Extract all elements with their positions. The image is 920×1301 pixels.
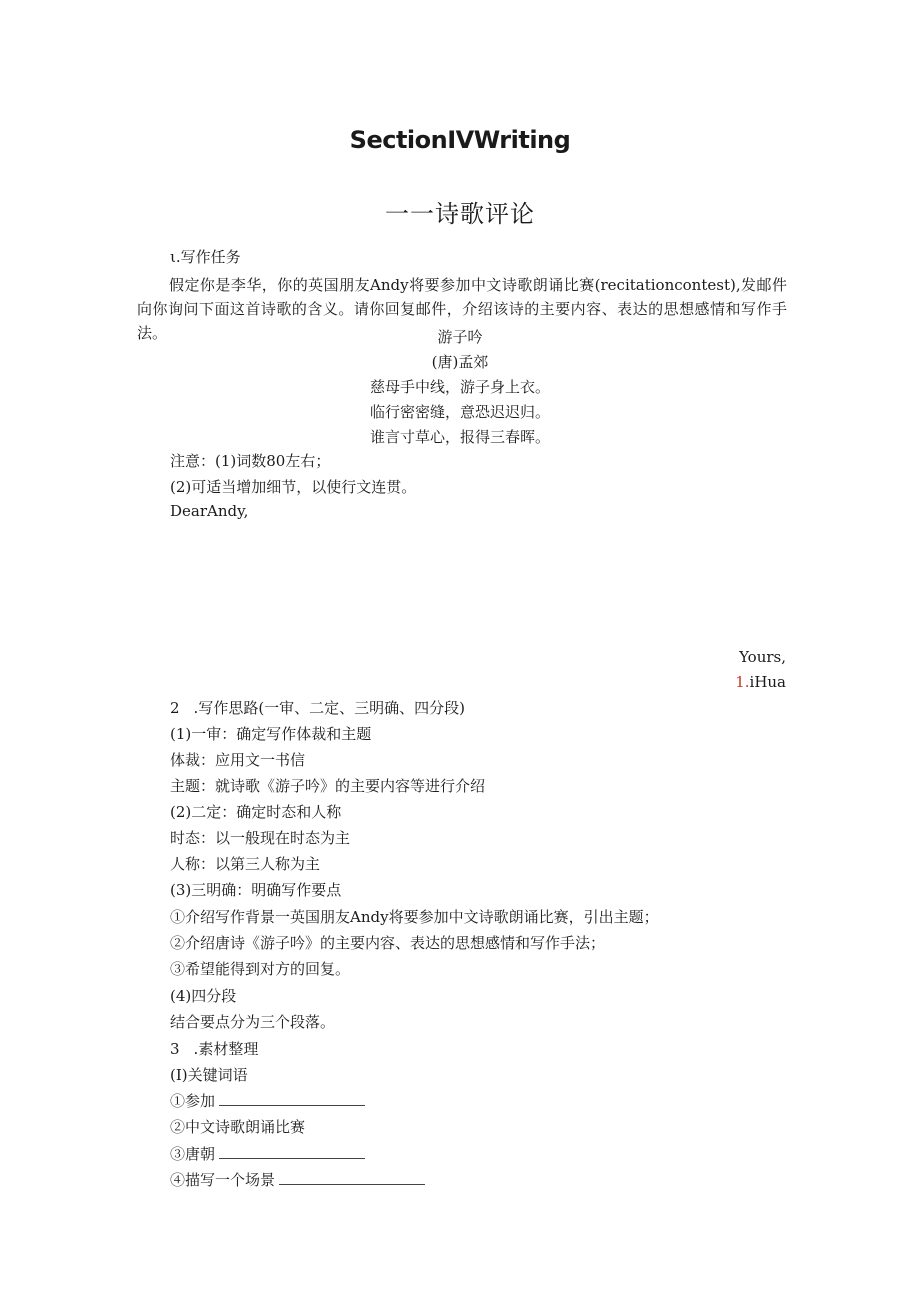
section2-line: (2)二定：确定时态和人称 [170, 803, 342, 821]
signature-prefix: 1. [735, 673, 750, 691]
task-paragraph: 假定你是李华，你的英国朋友Andy将要参加中文诗歌朗诵比赛(recitationcontest),发邮件向你询问下面这首诗歌的含义。请你回复邮件，介绍该诗的主要内容、表达的思想感情和写作手法。 [137, 276, 787, 342]
poem-line: 慈母手中线，游子身上衣。 [369, 378, 550, 396]
keyword-label: ①参加 [170, 1092, 216, 1110]
section2-number: 2 [170, 699, 180, 717]
poem-line: 临行密密缝，意恐迟迟归。 [369, 403, 550, 421]
section2-line: 人称：以第三人称为主 [170, 855, 321, 873]
signature-name: iHua [749, 673, 786, 691]
section2-line: 主题：就诗歌《游子吟》的主要内容等进行介绍 [170, 777, 486, 795]
poem-line: 谁言寸草心，报得三春晖。 [369, 428, 550, 446]
section2-heading-text: .写作思路(一审、二定、三明确、四分段) [193, 699, 466, 717]
keyword-label: ④描写一个场景 [170, 1171, 276, 1189]
note-2: (2)可适当增加细节，以使行文连贯。 [170, 478, 417, 496]
keyword-label: ②中文诗歌朗诵比赛 [170, 1118, 306, 1136]
document-title: SectionIVWriting [349, 126, 571, 154]
letter-greeting: DearAndy, [170, 502, 249, 520]
section3-heading [170, 1038, 258, 1059]
section2-line: (4)四分段 [170, 987, 237, 1005]
section2-line: (1)一审：确定写作体裁和主题 [170, 725, 372, 743]
answer-blank[interactable] [219, 1091, 365, 1106]
keyword-item [170, 1143, 365, 1164]
section2-line: ③希望能得到对方的回复。 [170, 960, 351, 978]
keyword-label: ③唐朝 [170, 1145, 216, 1163]
section2-heading [170, 697, 465, 718]
letter-signature [735, 673, 786, 691]
letter-closing: Yours, [739, 648, 786, 666]
section3-subheading: (I)关键词语 [170, 1066, 248, 1084]
section3-number: 3 [170, 1040, 180, 1058]
section1-heading: ι.写作任务 [170, 248, 241, 266]
answer-blank[interactable] [279, 1170, 425, 1185]
section2-line: 结合要点分为三个段落。 [170, 1013, 336, 1031]
section2-line: 体裁：应用文一书信 [170, 751, 306, 769]
section2-line: ②介绍唐诗《游子吟》的主要内容、表达的思想感情和写作手法； [170, 934, 606, 952]
poem-title: 游子吟 [437, 328, 483, 346]
document-subtitle: 一一诗歌评论 [385, 200, 535, 228]
section2-line: 时态：以一般现在时态为主 [170, 829, 351, 847]
keyword-item [170, 1116, 305, 1137]
section3-heading-text: .素材整理 [193, 1040, 259, 1058]
section2-line: ①介绍写作背景一英国朋友Andy将要参加中文诗歌朗诵比赛，引出主题； [170, 908, 659, 926]
note-1: 注意：(1)词数80左右； [170, 452, 331, 470]
section2-line: (3)三明确：明确写作要点 [170, 881, 342, 899]
poem-author: (唐)孟郊 [431, 353, 489, 371]
keyword-item [170, 1169, 425, 1190]
answer-blank[interactable] [219, 1144, 365, 1159]
keyword-item [170, 1090, 365, 1111]
